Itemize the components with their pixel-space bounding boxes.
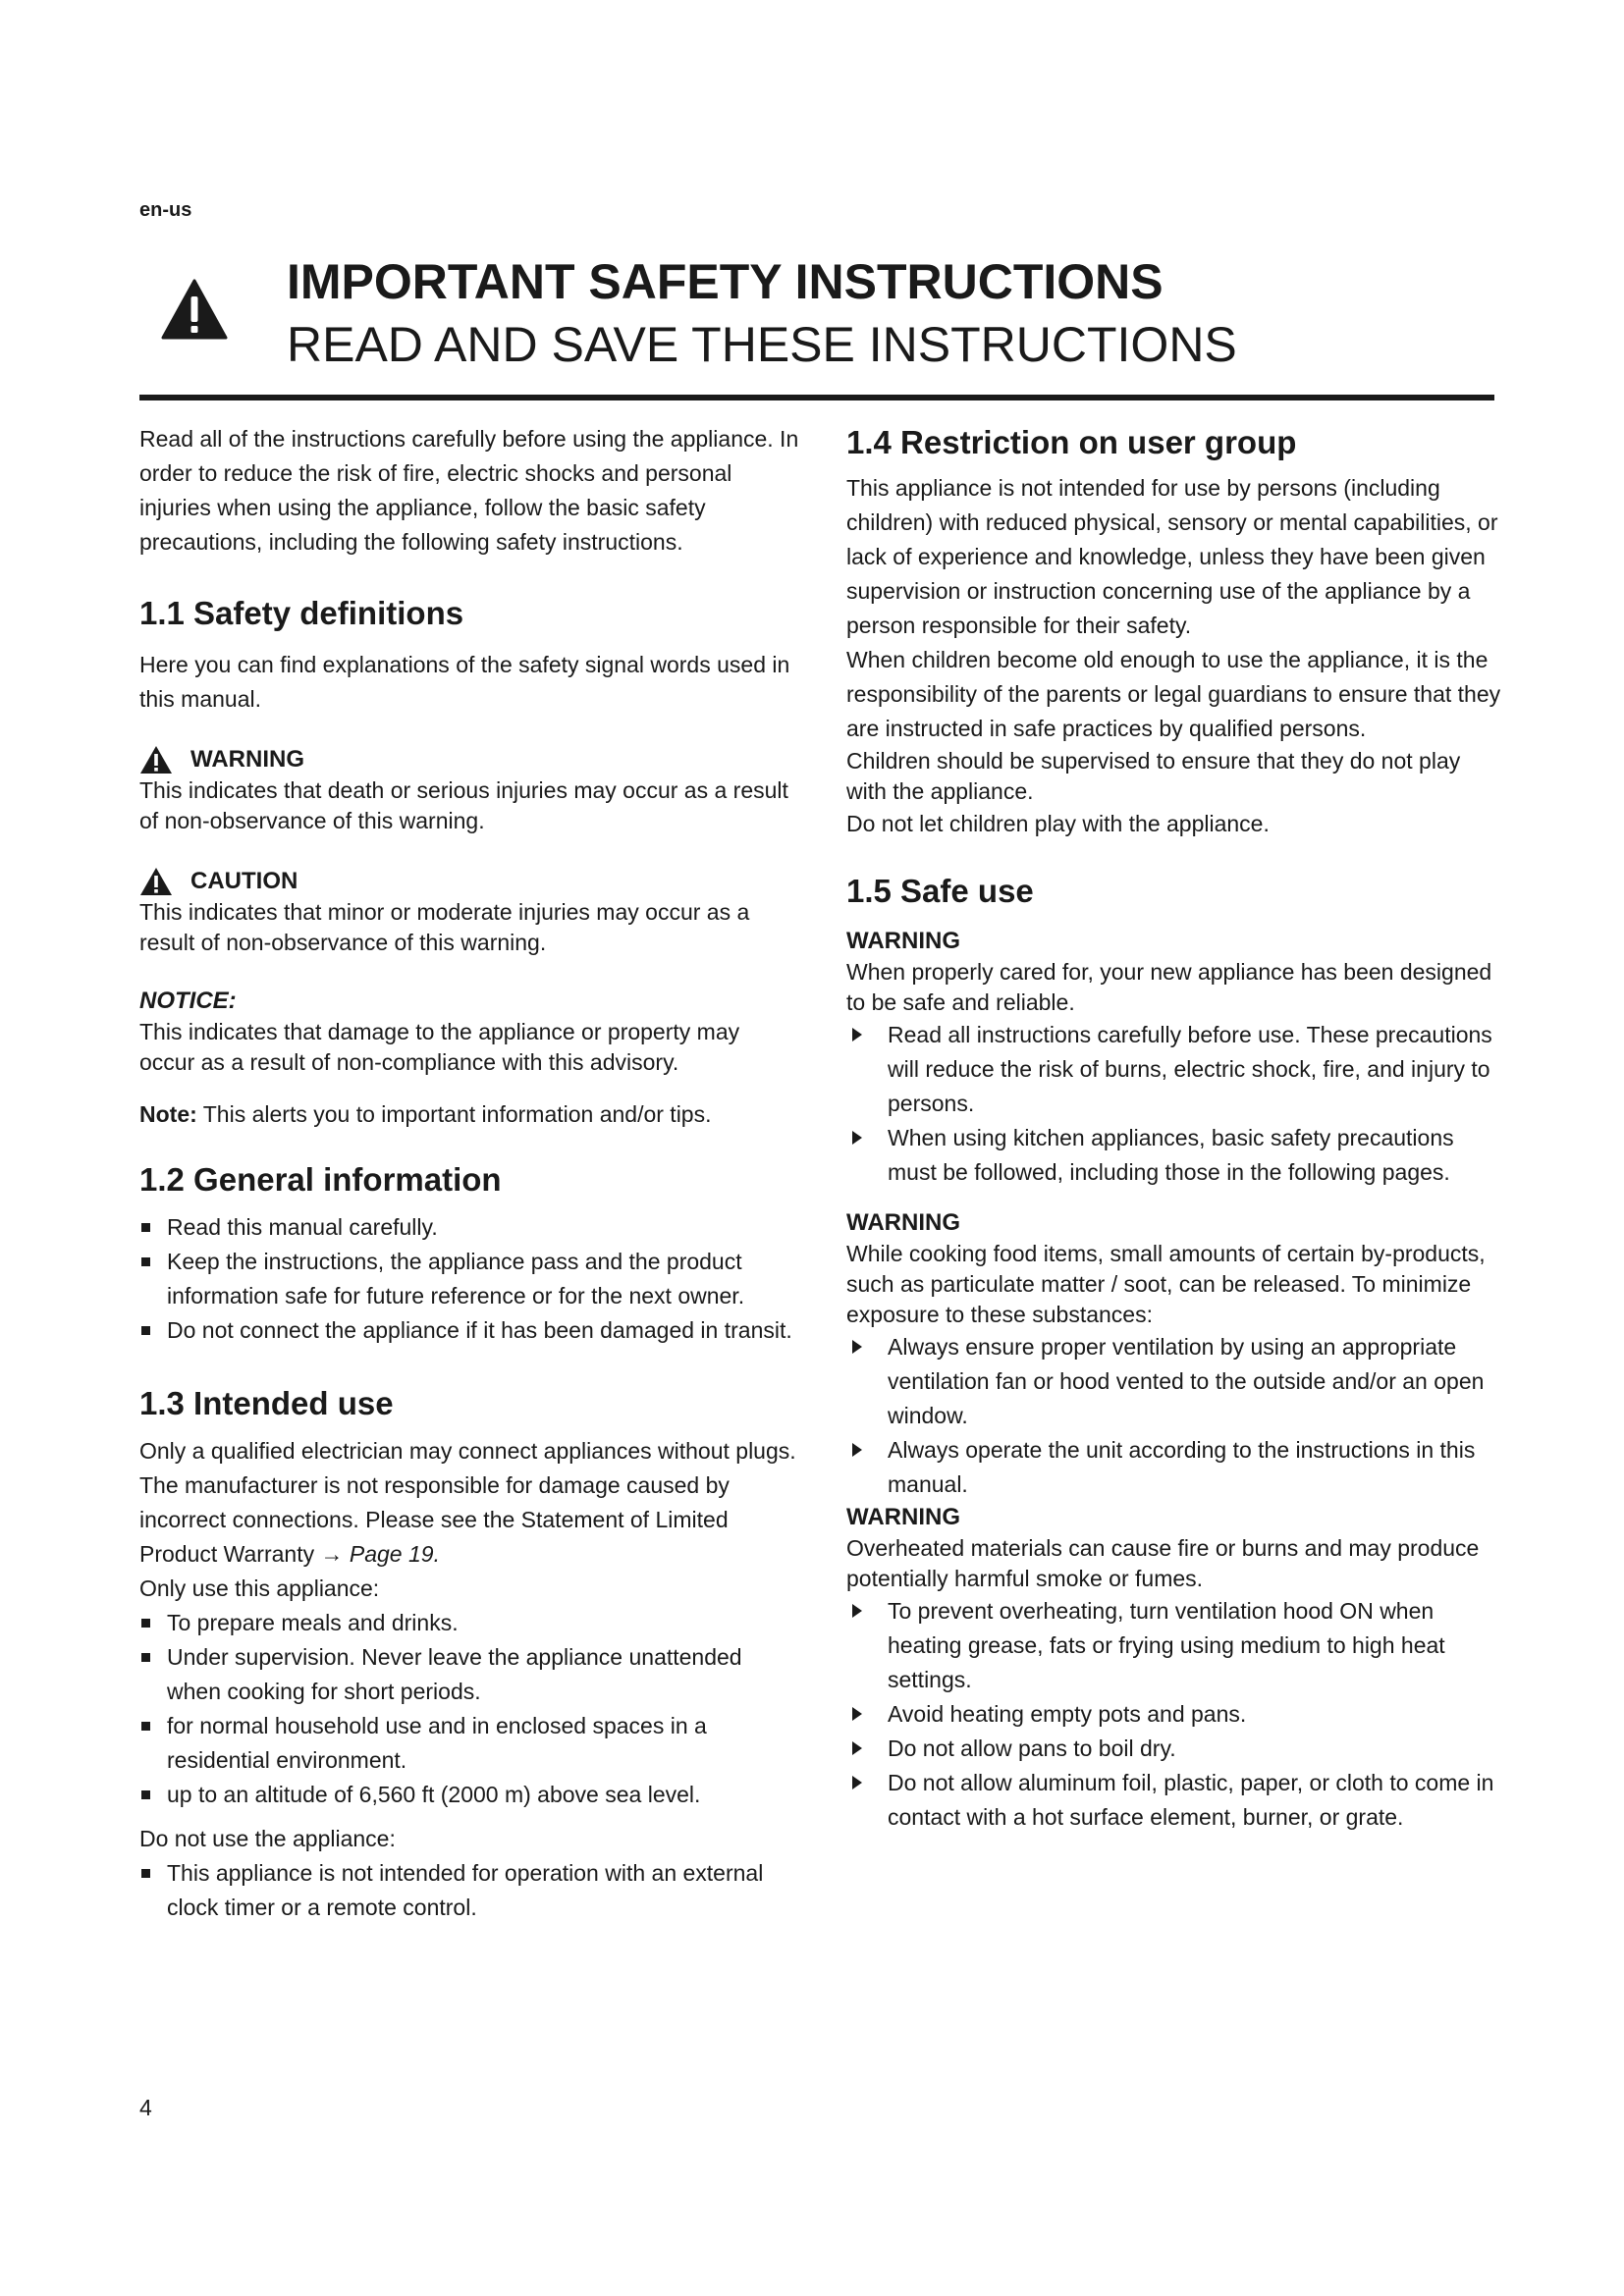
section-1-2-heading: 1.2 General information: [139, 1161, 502, 1198]
square-bullet-icon: [141, 1722, 150, 1731]
square-bullet-icon: [141, 1257, 150, 1266]
page-number: 4: [139, 2095, 152, 2120]
caution-signal: [139, 866, 799, 897]
list-item: This appliance is not intended for operation with an external clock timer or a remote control.: [139, 1856, 799, 1925]
warning-small-icon: [139, 745, 173, 774]
triangle-bullet-icon: [852, 1707, 862, 1721]
do-not-use-label: Do not use the appliance:: [139, 1826, 396, 1851]
locale-label: en-us: [139, 199, 192, 221]
list-item: Always ensure proper ventilation by using an appropriate ventilation fan or hood vented to the outside and/or an open window.: [846, 1330, 1506, 1433]
list-item: Under supervision. Never leave the appliance unattended when cooking for short periods.: [139, 1640, 799, 1709]
caution-label: CAUTION: [190, 868, 298, 894]
list-item: Do not allow aluminum foil, plastic, paper, or cloth to come in contact with a hot surface element, burner, or grate.: [846, 1766, 1506, 1835]
warning-triangle-icon: [161, 279, 228, 340]
warning-2-list: [846, 1330, 1506, 1502]
header-divider: [139, 395, 1494, 400]
restriction-paragraph-1: This appliance is not intended for use by persons (including children) with reduced physical, sensory or mental capabilities, or lack of experience and knowledge, unless they have been given supervision or instruction concerning use of the appliance by a person responsible for their safety.: [846, 475, 1498, 638]
square-bullet-icon: [141, 1790, 150, 1799]
page-title: IMPORTANT SAFETY INSTRUCTIONS: [287, 254, 1164, 309]
triangle-bullet-icon: [852, 1443, 862, 1457]
note-label: Note:: [139, 1101, 197, 1127]
intended-use-text: Only a qualified electrician may connect appliances without plugs. The manufacturer is not responsible for damage caused by incorrect connections. Please see the Statement of Limited Product Warranty → Page 19.: [139, 1438, 796, 1567]
restriction-paragraph-2: When children become old enough to use the appliance, it is the responsibility of the parents or legal guardians to ensure that they are instructed in safe practices by qualified persons.: [846, 647, 1501, 741]
note-text: This alerts you to important information and/or tips.: [196, 1101, 712, 1127]
caution-small-icon: [139, 867, 173, 896]
list-item: To prepare meals and drinks.: [139, 1606, 799, 1640]
notice-label: NOTICE:: [139, 988, 237, 1014]
only-use-label: Only use this appliance:: [139, 1575, 380, 1601]
list-item: Avoid heating empty pots and pans.: [846, 1697, 1506, 1732]
right-column: [846, 422, 1506, 1835]
warning-2-text: While cooking food items, small amounts of certain by-products, such as particulate matter / soot, can be released. To minimize exposure to these substances:: [846, 1241, 1486, 1327]
caution-definition: This indicates that minor or moderate injuries may occur as a result of non-observance of this warning.: [139, 899, 750, 955]
list-item: Do not allow pans to boil dry.: [846, 1732, 1506, 1766]
warning-1-list: [846, 1018, 1506, 1190]
list-item: Keep the instructions, the appliance pass and the product information safe for future reference or for the next owner.: [139, 1245, 799, 1313]
general-info-list: [139, 1210, 799, 1348]
safety-definitions-text: Here you can find explanations of the safety signal words used in this manual.: [139, 652, 790, 712]
triangle-bullet-icon: [852, 1604, 862, 1618]
triangle-bullet-icon: [852, 1131, 862, 1145]
list-item: for normal household use and in enclosed spaces in a residential environment.: [139, 1709, 799, 1778]
warning-2-label: WARNING: [846, 1209, 960, 1236]
notice-definition: This indicates that damage to the appliance or property may occur as a result of non-compliance with this advisory.: [139, 1019, 740, 1075]
do-not-use-list: [139, 1856, 799, 1925]
restriction-paragraph-3: Children should be supervised to ensure that they do not play with the appliance.: [846, 748, 1461, 804]
square-bullet-icon: [141, 1869, 150, 1878]
list-item: When using kitchen appliances, basic safety precautions must be followed, including those in the following pages.: [846, 1121, 1506, 1190]
left-column: [139, 422, 799, 1925]
list-item: up to an altitude of 6,560 ft (2000 m) above sea level.: [139, 1778, 799, 1812]
warning-3-list: [846, 1594, 1506, 1835]
warning-definition: This indicates that death or serious injuries may occur as a result of non-observance of this warning.: [139, 777, 788, 833]
restriction-paragraph-4: Do not let children play with the appliance.: [846, 811, 1270, 836]
page-link[interactable]: Page 19.: [349, 1541, 440, 1567]
list-item: To prevent overheating, turn ventilation hood ON when heating grease, fats or frying using medium to high heat settings.: [846, 1594, 1506, 1697]
list-item: Read all instructions carefully before use. These precautions will reduce the risk of burns, electric shock, fire, and injury to persons.: [846, 1018, 1506, 1121]
use-list: [139, 1606, 799, 1812]
warning-label: WARNING: [190, 746, 304, 773]
list-item: Do not connect the appliance if it has been damaged in transit.: [139, 1313, 799, 1348]
square-bullet-icon: [141, 1619, 150, 1628]
square-bullet-icon: [141, 1326, 150, 1335]
warning-3-text: Overheated materials can cause fire or burns and may produce potentially harmful smoke or fumes.: [846, 1535, 1480, 1591]
section-1-1-heading: 1.1 Safety definitions: [139, 595, 464, 631]
note-definition: [139, 1097, 799, 1132]
intro-paragraph: Read all of the instructions carefully before using the appliance. In order to reduce the risk of fire, electric shocks and personal injuries when using the appliance, follow the basic safety precautions, including the following safety instructions.: [139, 426, 799, 555]
page-subtitle: READ AND SAVE THESE INSTRUCTIONS: [287, 317, 1237, 372]
section-1-5-heading: 1.5 Safe use: [846, 873, 1034, 909]
list-item: Always operate the unit according to the instructions in this manual.: [846, 1433, 1506, 1502]
warning-1-text: When properly cared for, your new appliance has been designed to be safe and reliable.: [846, 959, 1492, 1015]
arrow-icon: →: [314, 1541, 350, 1567]
warning-1-label: WARNING: [846, 928, 960, 954]
square-bullet-icon: [141, 1223, 150, 1232]
list-item: Read this manual carefully.: [139, 1210, 799, 1245]
section-1-4-heading: 1.4 Restriction on user group: [846, 424, 1297, 460]
triangle-bullet-icon: [852, 1028, 862, 1041]
triangle-bullet-icon: [852, 1340, 862, 1354]
triangle-bullet-icon: [852, 1776, 862, 1789]
warning-signal: [139, 744, 799, 775]
warning-3-label: WARNING: [846, 1504, 960, 1530]
triangle-bullet-icon: [852, 1741, 862, 1755]
square-bullet-icon: [141, 1653, 150, 1662]
section-1-3-heading: 1.3 Intended use: [139, 1385, 394, 1421]
